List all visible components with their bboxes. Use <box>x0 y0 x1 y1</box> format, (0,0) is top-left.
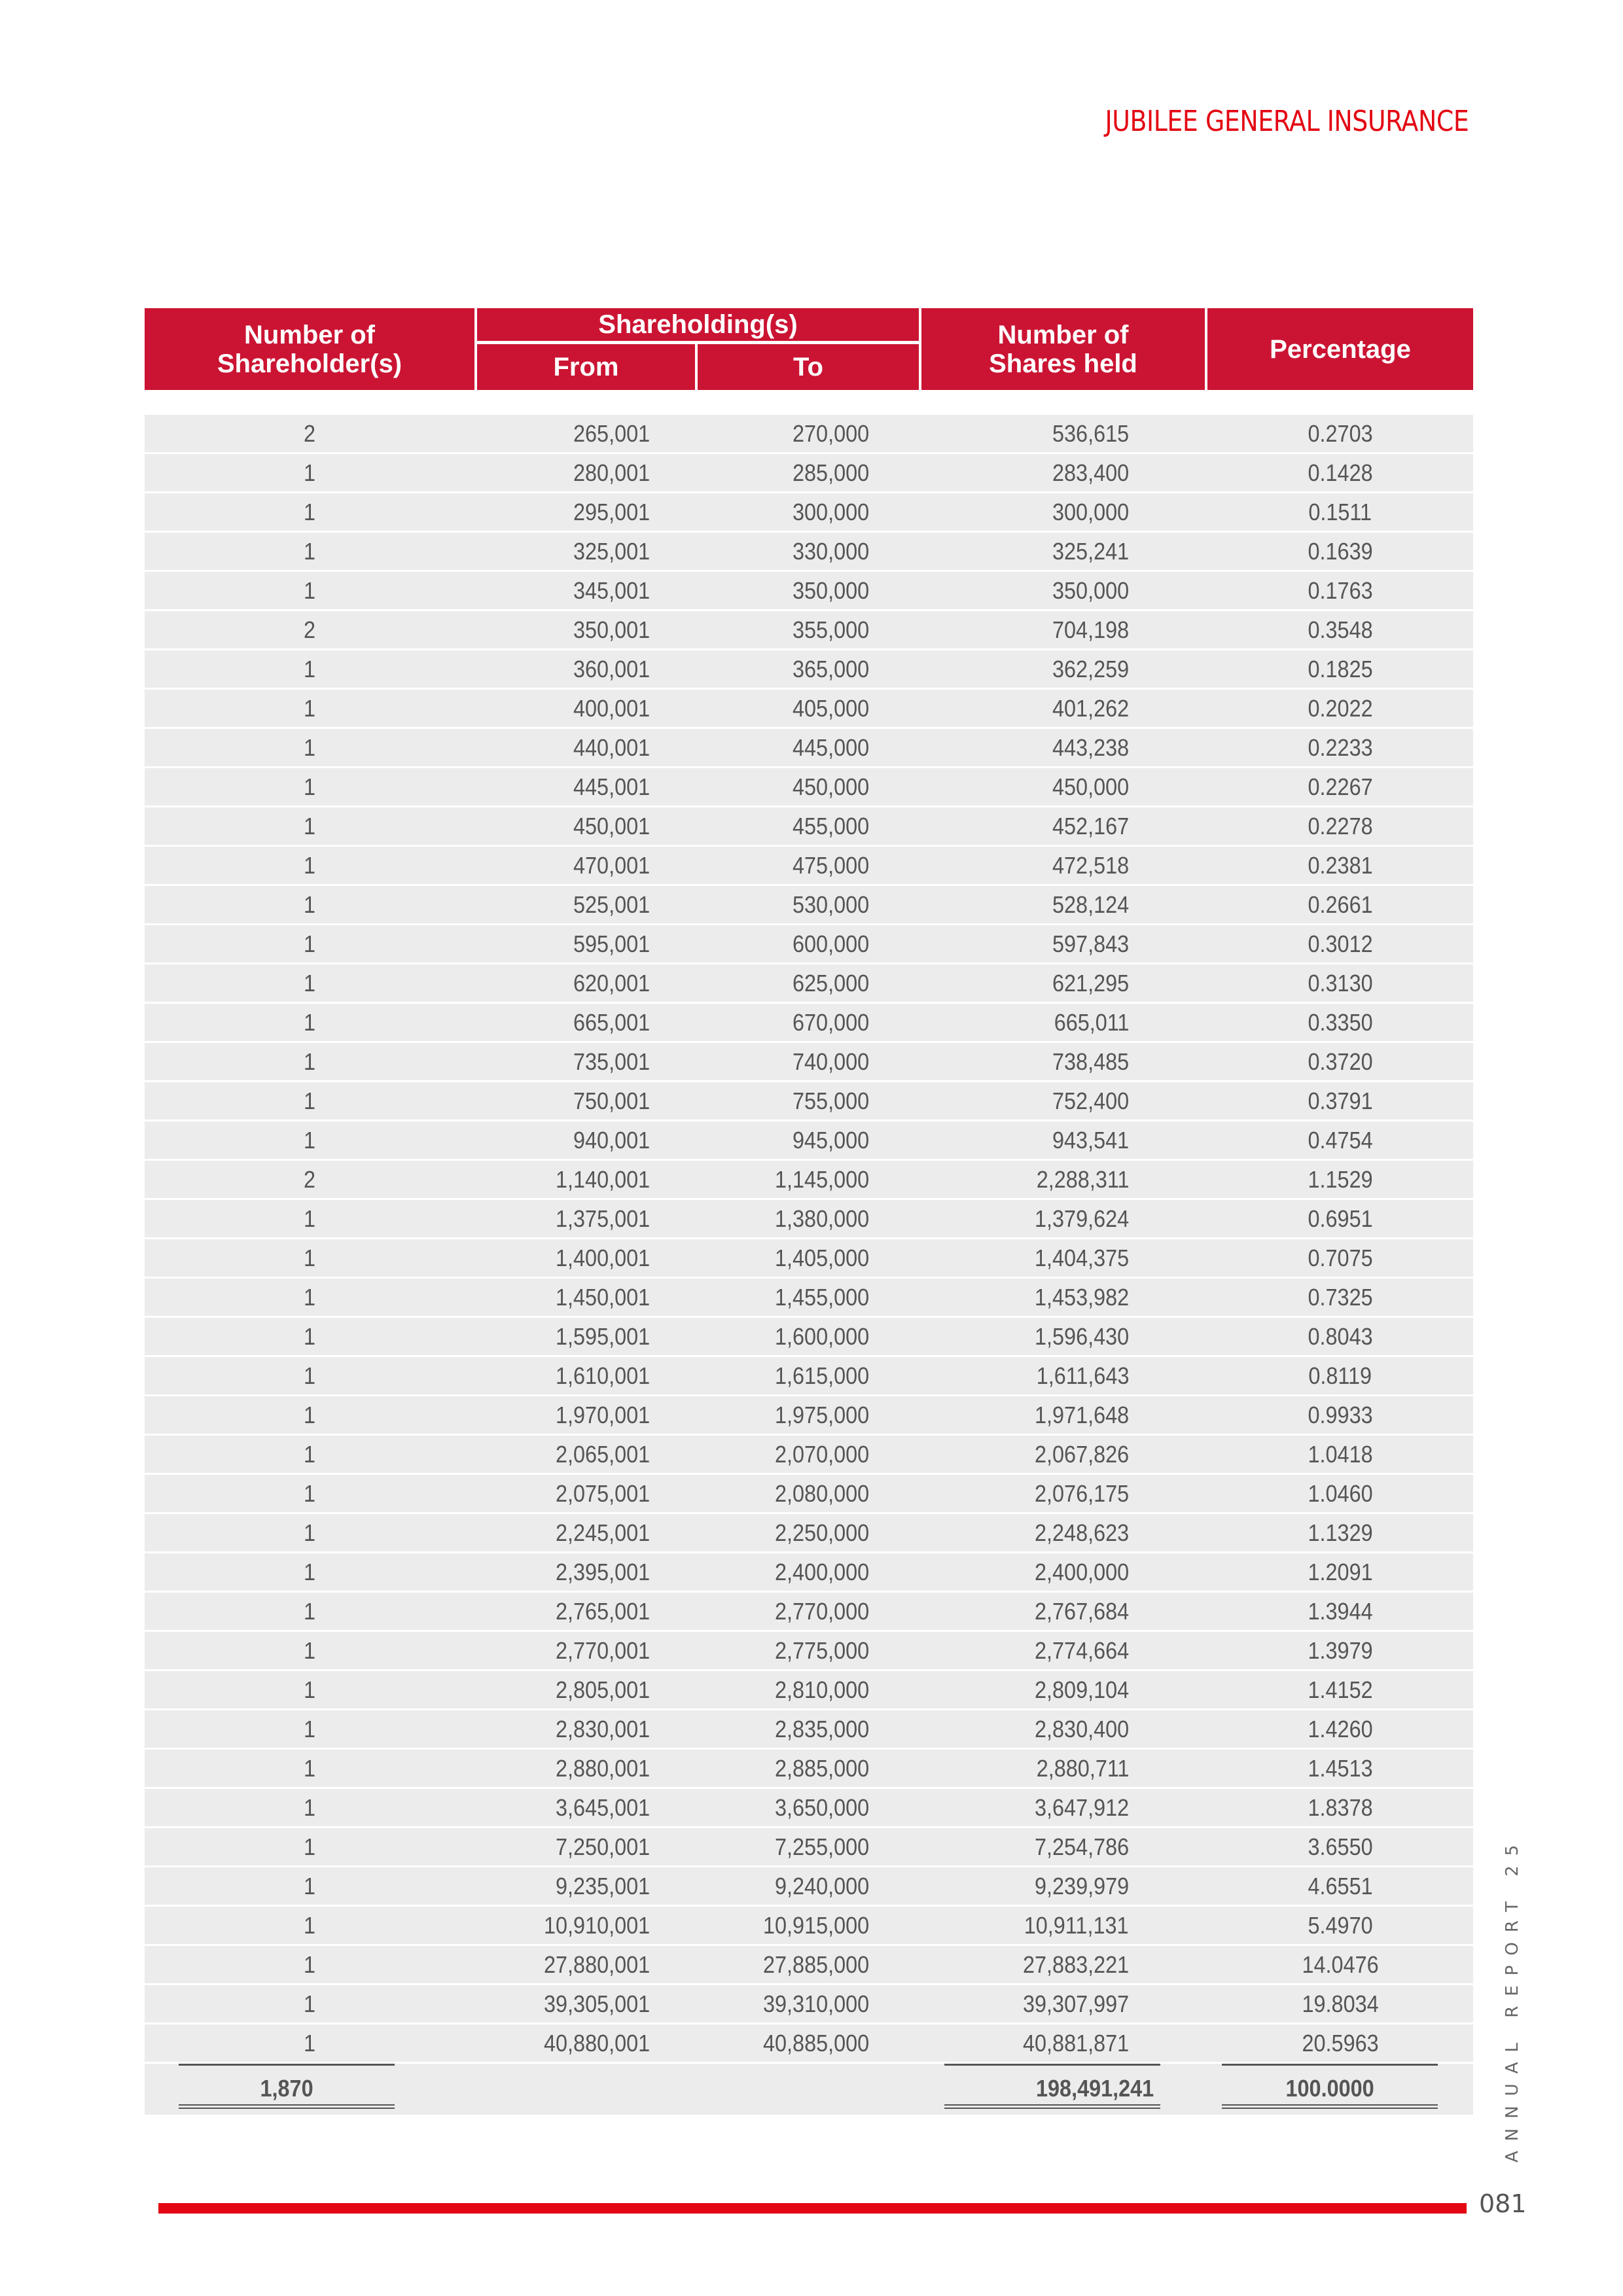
cell-percentage: 0.1763 <box>1308 577 1373 604</box>
cell-to: 1,145,000 <box>774 1166 869 1193</box>
cell-percentage: 1.1329 <box>1308 1519 1373 1546</box>
cell-from: 595,001 <box>573 930 650 957</box>
cell-shares-held: 27,883,221 <box>1022 1951 1129 1978</box>
cell-to: 7,255,000 <box>774 1833 869 1860</box>
table-row <box>145 964 1473 1004</box>
cell-shares-held: 2,400,000 <box>1034 1559 1129 1585</box>
page-number: 081 <box>1479 2189 1527 2218</box>
table-row <box>145 1593 1473 1632</box>
cell-holders: 1 <box>303 1519 316 1546</box>
cell-to: 2,885,000 <box>774 1755 869 1782</box>
cell-to: 455,000 <box>792 813 869 839</box>
cell-percentage: 20.5963 <box>1302 2030 1379 2057</box>
cell-to: 1,600,000 <box>774 1323 869 1350</box>
table-row <box>145 1946 1473 1985</box>
cell-shares-held: 752,400 <box>1052 1087 1129 1114</box>
cell-to: 2,775,000 <box>774 1637 869 1664</box>
table-row <box>145 1671 1473 1710</box>
cell-shares-held: 2,830,400 <box>1034 1716 1129 1742</box>
cell-holders: 1 <box>303 1480 316 1507</box>
cell-holders: 1 <box>303 1284 316 1311</box>
table-row <box>145 1122 1473 1161</box>
cell-from: 9,235,001 <box>555 1873 650 1899</box>
cell-to: 600,000 <box>792 930 869 957</box>
cell-percentage: 0.4754 <box>1308 1127 1373 1154</box>
cell-shares-held: 704,198 <box>1052 616 1129 643</box>
cell-to: 2,080,000 <box>774 1480 869 1507</box>
cell-holders: 1 <box>303 1323 316 1350</box>
cell-percentage: 0.2267 <box>1308 773 1373 800</box>
cell-holders: 1 <box>303 852 316 879</box>
cell-shares-held: 450,000 <box>1052 773 1129 800</box>
cell-to: 39,310,000 <box>762 1990 869 2017</box>
table-row <box>145 886 1473 925</box>
cell-to: 945,000 <box>792 1127 869 1154</box>
cell-from: 265,001 <box>573 420 650 447</box>
table-row <box>145 1318 1473 1357</box>
cell-from: 450,001 <box>573 813 650 839</box>
cell-from: 1,595,001 <box>555 1323 650 1350</box>
table-row <box>145 1043 1473 1082</box>
table-row <box>145 1553 1473 1593</box>
cell-holders: 1 <box>303 1794 316 1821</box>
table-row <box>145 1004 1473 1043</box>
cell-percentage: 1.2091 <box>1308 1559 1373 1585</box>
cell-percentage: 1.4513 <box>1308 1755 1373 1782</box>
total-holders-double-underline <box>179 2104 395 2109</box>
cell-percentage: 0.3130 <box>1308 970 1373 997</box>
table-row <box>145 533 1473 572</box>
cell-to: 285,000 <box>792 459 869 486</box>
cell-from: 525,001 <box>573 891 650 918</box>
cell-percentage: 0.2661 <box>1308 891 1373 918</box>
cell-from: 1,450,001 <box>555 1284 650 1311</box>
cell-percentage: 1.8378 <box>1308 1794 1373 1821</box>
column-header-percentage: Percentage <box>1207 308 1473 390</box>
cell-shares-held: 9,239,979 <box>1034 1873 1129 1899</box>
cell-holders: 2 <box>303 616 316 643</box>
cell-from: 2,765,001 <box>555 1598 650 1625</box>
table-row <box>145 1396 1473 1436</box>
table-row <box>145 611 1473 650</box>
cell-holders: 1 <box>303 1559 316 1585</box>
cell-percentage: 1.3944 <box>1308 1598 1373 1625</box>
cell-holders: 1 <box>303 773 316 800</box>
cell-shares-held: 528,124 <box>1052 891 1129 918</box>
cell-to: 1,455,000 <box>774 1284 869 1311</box>
cell-holders: 1 <box>303 499 316 525</box>
cell-holders: 1 <box>303 695 316 722</box>
cell-from: 2,395,001 <box>555 1559 650 1585</box>
cell-shares-held: 2,774,664 <box>1034 1637 1129 1664</box>
cell-from: 440,001 <box>573 734 650 761</box>
cell-percentage: 5.4970 <box>1308 1912 1373 1939</box>
cell-shares-held: 10,911,131 <box>1024 1912 1129 1939</box>
cell-to: 450,000 <box>792 773 869 800</box>
table-row <box>145 729 1473 768</box>
table-row <box>145 1907 1473 1946</box>
cell-to: 27,885,000 <box>762 1951 869 1978</box>
cell-holders: 1 <box>303 970 316 997</box>
cell-holders: 1 <box>303 1245 316 1271</box>
cell-to: 670,000 <box>792 1009 869 1036</box>
cell-shares-held: 40,881,871 <box>1022 2030 1129 2057</box>
cell-holders: 1 <box>303 1127 316 1154</box>
table-row <box>145 925 1473 964</box>
cell-percentage: 0.1428 <box>1308 459 1373 486</box>
cell-shares-held: 300,000 <box>1052 499 1129 525</box>
cell-shares-held: 401,262 <box>1052 695 1129 722</box>
column-header-holders: Number of Shareholder(s) <box>145 308 474 390</box>
cell-holders: 1 <box>303 1755 316 1782</box>
cell-from: 10,910,001 <box>543 1912 650 1939</box>
table-row <box>145 415 1473 454</box>
cell-shares-held: 452,167 <box>1052 813 1129 839</box>
cell-percentage: 1.4260 <box>1308 1716 1373 1742</box>
cell-shares-held: 472,518 <box>1052 852 1129 879</box>
cell-from: 2,245,001 <box>555 1519 650 1546</box>
cell-from: 2,075,001 <box>555 1480 650 1507</box>
cell-to: 2,070,000 <box>774 1441 869 1468</box>
cell-shares-held: 283,400 <box>1052 459 1129 486</box>
cell-shares-held: 39,307,997 <box>1022 1990 1129 2017</box>
cell-from: 2,065,001 <box>555 1441 650 1468</box>
cell-holders: 1 <box>303 1951 316 1978</box>
cell-from: 3,645,001 <box>555 1794 650 1821</box>
cell-holders: 1 <box>303 459 316 486</box>
cell-from: 2,805,001 <box>555 1676 650 1703</box>
cell-percentage: 14.0476 <box>1302 1951 1379 1978</box>
table-row <box>145 1750 1473 1789</box>
cell-percentage: 0.1639 <box>1308 538 1373 565</box>
cell-holders: 1 <box>303 1441 316 1468</box>
total-percentage-underline <box>1222 2064 1438 2066</box>
cell-to: 330,000 <box>792 538 869 565</box>
cell-percentage: 3.6550 <box>1308 1833 1373 1860</box>
cell-holders: 1 <box>303 1087 316 1114</box>
cell-from: 1,610,001 <box>555 1362 650 1389</box>
cell-from: 360,001 <box>573 656 650 682</box>
table-row <box>145 1828 1473 1867</box>
cell-to: 2,770,000 <box>774 1598 869 1625</box>
cell-from: 295,001 <box>573 499 650 525</box>
cell-to: 405,000 <box>792 695 869 722</box>
total-shares-underline <box>944 2064 1160 2066</box>
cell-shares-held: 2,809,104 <box>1034 1676 1129 1703</box>
cell-percentage: 1.0460 <box>1308 1480 1373 1507</box>
cell-to: 300,000 <box>792 499 869 525</box>
cell-to: 10,915,000 <box>762 1912 869 1939</box>
cell-percentage: 0.3720 <box>1308 1048 1373 1075</box>
shareholding-pattern-table <box>145 308 1473 2102</box>
table-body <box>145 415 1473 2115</box>
cell-to: 1,380,000 <box>774 1205 869 1232</box>
cell-holders: 1 <box>303 1009 316 1036</box>
table-row <box>145 1475 1473 1514</box>
cell-holders: 1 <box>303 813 316 839</box>
cell-shares-held: 536,615 <box>1052 420 1129 447</box>
cell-shares-held: 2,067,826 <box>1034 1441 1129 1468</box>
cell-percentage: 0.6951 <box>1308 1205 1373 1232</box>
cell-percentage: 0.2381 <box>1308 852 1373 879</box>
table-row <box>145 1710 1473 1750</box>
table-row <box>145 650 1473 690</box>
cell-holders: 2 <box>303 420 316 447</box>
cell-to: 2,400,000 <box>774 1559 869 1585</box>
cell-to: 2,810,000 <box>774 1676 869 1703</box>
cell-to: 9,240,000 <box>774 1873 869 1899</box>
table-row <box>145 690 1473 729</box>
cell-shares-held: 1,596,430 <box>1034 1323 1129 1350</box>
cell-shares-held: 350,000 <box>1052 577 1129 604</box>
cell-holders: 1 <box>303 734 316 761</box>
table-header <box>145 308 1473 390</box>
cell-from: 280,001 <box>573 459 650 486</box>
cell-from: 1,400,001 <box>555 1245 650 1271</box>
cell-to: 1,615,000 <box>774 1362 869 1389</box>
cell-holders: 1 <box>303 1676 316 1703</box>
table-row <box>145 1789 1473 1828</box>
footer-red-bar <box>158 2203 1467 2214</box>
cell-to: 365,000 <box>792 656 869 682</box>
cell-shares-held: 665,011 <box>1054 1009 1129 1036</box>
cell-percentage: 0.2703 <box>1308 420 1373 447</box>
cell-from: 40,880,001 <box>543 2030 650 2057</box>
column-header-shares-held: Number of Shares held <box>921 308 1205 390</box>
table-row <box>145 572 1473 611</box>
cell-percentage: 0.9933 <box>1308 1402 1373 1428</box>
annual-report-side-label: ANNUAL REPORT 25 <box>1503 1835 1522 2163</box>
cell-from: 7,250,001 <box>555 1833 650 1860</box>
cell-shares-held: 1,611,643 <box>1036 1362 1129 1389</box>
cell-percentage: 0.1825 <box>1308 656 1373 682</box>
table-row <box>145 2024 1473 2064</box>
cell-percentage: 1.1529 <box>1308 1166 1373 1193</box>
total-holders: 1,870 <box>260 2075 313 2102</box>
cell-percentage: 0.1511 <box>1308 499 1372 525</box>
cell-percentage: 0.8043 <box>1308 1323 1373 1350</box>
cell-holders: 1 <box>303 1637 316 1664</box>
cell-to: 1,405,000 <box>774 1245 869 1271</box>
cell-shares-held: 943,541 <box>1052 1127 1129 1154</box>
cell-from: 1,970,001 <box>555 1402 650 1428</box>
table-row <box>145 1161 1473 1200</box>
cell-shares-held: 325,241 <box>1052 538 1129 565</box>
cell-shares-held: 621,295 <box>1052 970 1129 997</box>
cell-percentage: 0.3791 <box>1308 1087 1373 1114</box>
table-row <box>145 454 1473 493</box>
cell-percentage: 0.2278 <box>1308 813 1373 839</box>
cell-from: 400,001 <box>573 695 650 722</box>
cell-to: 355,000 <box>792 616 869 643</box>
cell-to: 2,250,000 <box>774 1519 869 1546</box>
cell-holders: 1 <box>303 1873 316 1899</box>
cell-holders: 1 <box>303 1362 316 1389</box>
cell-to: 475,000 <box>792 852 869 879</box>
cell-from: 620,001 <box>573 970 650 997</box>
cell-holders: 1 <box>303 1598 316 1625</box>
cell-percentage: 0.7325 <box>1308 1284 1373 1311</box>
cell-shares-held: 2,880,711 <box>1036 1755 1129 1782</box>
cell-holders: 1 <box>303 1990 316 2017</box>
cell-holders: 1 <box>303 1912 316 1939</box>
cell-to: 740,000 <box>792 1048 869 1075</box>
cell-from: 350,001 <box>573 616 650 643</box>
cell-from: 27,880,001 <box>543 1951 650 1978</box>
column-header-to: To <box>698 344 919 390</box>
column-header-from: From <box>477 344 695 390</box>
table-row <box>145 1867 1473 1907</box>
total-shares-double-underline <box>944 2104 1160 2109</box>
total-shares-held: 198,491,241 <box>1035 2075 1154 2102</box>
cell-to: 270,000 <box>792 420 869 447</box>
cell-percentage: 19.8034 <box>1302 1990 1379 2017</box>
cell-from: 39,305,001 <box>543 1990 650 2017</box>
cell-percentage: 0.2022 <box>1308 695 1373 722</box>
total-holders-underline <box>179 2064 395 2066</box>
cell-shares-held: 597,843 <box>1052 930 1129 957</box>
cell-to: 3,650,000 <box>774 1794 869 1821</box>
cell-holders: 1 <box>303 2030 316 2057</box>
table-row <box>145 1357 1473 1396</box>
cell-percentage: 0.8119 <box>1308 1362 1372 1389</box>
cell-from: 470,001 <box>573 852 650 879</box>
cell-shares-held: 362,259 <box>1052 656 1129 682</box>
cell-percentage: 0.3012 <box>1308 930 1373 957</box>
cell-from: 1,375,001 <box>555 1205 650 1232</box>
cell-from: 1,140,001 <box>555 1166 650 1193</box>
cell-holders: 1 <box>303 577 316 604</box>
cell-shares-held: 2,248,623 <box>1034 1519 1129 1546</box>
cell-from: 445,001 <box>573 773 650 800</box>
cell-holders: 1 <box>303 1205 316 1232</box>
cell-shares-held: 1,379,624 <box>1034 1205 1129 1232</box>
cell-percentage: 0.3350 <box>1308 1009 1373 1036</box>
table-row <box>145 1200 1473 1239</box>
cell-to: 1,975,000 <box>774 1402 869 1428</box>
table-row <box>145 768 1473 807</box>
cell-from: 750,001 <box>573 1087 650 1114</box>
cell-holders: 1 <box>303 1048 316 1075</box>
cell-holders: 1 <box>303 1716 316 1742</box>
cell-holders: 1 <box>303 930 316 957</box>
table-row <box>145 1082 1473 1122</box>
cell-shares-held: 2,767,684 <box>1034 1598 1129 1625</box>
cell-to: 755,000 <box>792 1087 869 1114</box>
cell-to: 625,000 <box>792 970 869 997</box>
column-header-shareholding: Shareholding(s) <box>477 308 919 341</box>
table-row <box>145 1514 1473 1553</box>
cell-percentage: 1.3979 <box>1308 1637 1373 1664</box>
brand-title: JUBILEE GENERAL INSURANCE <box>1105 105 1469 138</box>
cell-shares-held: 2,288,311 <box>1036 1166 1129 1193</box>
cell-shares-held: 738,485 <box>1052 1048 1129 1075</box>
cell-to: 2,835,000 <box>774 1716 869 1742</box>
total-row <box>145 2064 1473 2115</box>
table-row <box>145 1985 1473 2024</box>
cell-to: 530,000 <box>792 891 869 918</box>
cell-from: 665,001 <box>573 1009 650 1036</box>
cell-percentage: 4.6551 <box>1308 1873 1373 1899</box>
cell-to: 40,885,000 <box>762 2030 869 2057</box>
cell-from: 345,001 <box>573 577 650 604</box>
total-percentage: 100.0000 <box>1285 2075 1374 2102</box>
cell-percentage: 1.0418 <box>1308 1441 1373 1468</box>
cell-percentage: 0.7075 <box>1308 1245 1373 1271</box>
cell-shares-held: 2,076,175 <box>1034 1480 1129 1507</box>
total-percentage-double-underline <box>1222 2104 1438 2109</box>
table-row <box>145 847 1473 886</box>
cell-shares-held: 1,453,982 <box>1034 1284 1129 1311</box>
cell-percentage: 1.4152 <box>1308 1676 1373 1703</box>
cell-shares-held: 1,971,648 <box>1034 1402 1129 1428</box>
cell-percentage: 0.3548 <box>1308 616 1373 643</box>
table-row <box>145 807 1473 847</box>
table-row <box>145 1436 1473 1475</box>
table-row <box>145 1279 1473 1318</box>
cell-holders: 1 <box>303 538 316 565</box>
cell-shares-held: 7,254,786 <box>1034 1833 1129 1860</box>
cell-holders: 1 <box>303 1402 316 1428</box>
cell-to: 445,000 <box>792 734 869 761</box>
cell-from: 735,001 <box>573 1048 650 1075</box>
cell-from: 940,001 <box>573 1127 650 1154</box>
cell-from: 2,880,001 <box>555 1755 650 1782</box>
cell-holders: 1 <box>303 656 316 682</box>
cell-shares-held: 3,647,912 <box>1034 1794 1129 1821</box>
table-row <box>145 1239 1473 1279</box>
cell-holders: 1 <box>303 891 316 918</box>
cell-percentage: 0.2233 <box>1308 734 1373 761</box>
cell-from: 325,001 <box>573 538 650 565</box>
cell-holders: 1 <box>303 1833 316 1860</box>
cell-holders: 2 <box>303 1166 316 1193</box>
cell-from: 2,830,001 <box>555 1716 650 1742</box>
table-row <box>145 1632 1473 1671</box>
cell-shares-held: 443,238 <box>1052 734 1129 761</box>
table-row <box>145 493 1473 533</box>
cell-to: 350,000 <box>792 577 869 604</box>
cell-from: 2,770,001 <box>555 1637 650 1664</box>
cell-shares-held: 1,404,375 <box>1034 1245 1129 1271</box>
